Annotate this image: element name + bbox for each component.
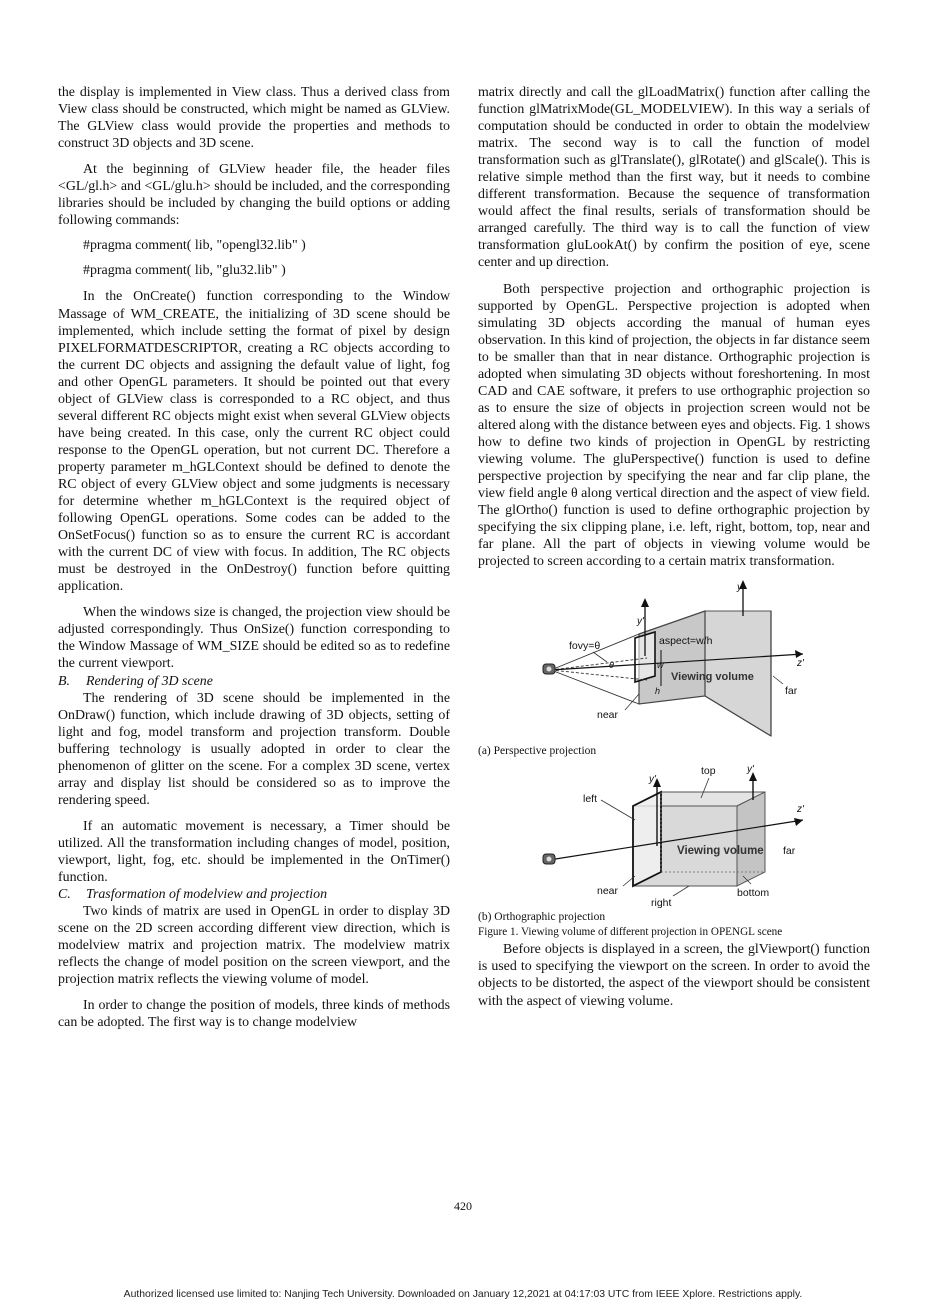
section-number: B. [58,673,70,689]
section-title: Rendering of 3D scene [86,673,213,689]
label-top: top [701,765,716,778]
label-left: left [583,793,598,806]
code-line: #pragma comment( lib, "glu32.lib" ) [83,263,286,279]
far-leader [773,676,783,684]
label-viewing-volume: Viewing volume [677,845,764,858]
label-near: near [597,709,619,722]
body-paragraph: Before objects is displayed in a screen, the glViewport() function is used to specifying the viewport on the screen. In order to avoid the objects to be distorted, the aspect of the viewport should be consistent with the aspect of viewing volume. [478,942,870,1009]
label-far: far [785,685,798,698]
label-near: near [597,885,619,898]
label-right: right [651,897,672,910]
code-line: #pragma comment( lib, "opengl32.lib" ) [83,238,306,254]
label-aspect: aspect=w/h [659,635,713,648]
label-viewing-volume: Viewing volume [671,671,754,684]
section-heading [58,673,450,690]
body-paragraph: In the OnCreate() function corresponding to the Window Massage of WM_CREATE, the initializing of 3D scene should be implemented, which include setting the format of pixel by design PIXELFORMATDESCRIPTOR, creating a RC objects according to the current DC objects and assigning the default value of light, fog and other OpenGL parameters. It should be pointed out that every object of GLView class is corresponded to a RC object, and thus several different RC objects might exist when several GLView objects have being created. In this case, only the current RC object could response to the OpenGL operation, but not current DC. Therefore a property parameter m_hGLContext should be defined to denote the RC object of every GLView object and some judgments is necessary for determine whether m_hGLContext is the required object of following OpenGL operations. Some codes can be added to the OnSetFocus() function so as to ensure the current RC is accordant with the current DC of view with focus. In addition, The RC objects must be destroyed in the OnDestroy() function before quitting application. [58,289,450,595]
label-far: far [783,845,796,858]
label-fovy: fovy=θ [569,640,601,653]
label-bottom: bottom [737,887,770,900]
fovy-leader [593,652,607,662]
orthographic-diagram [539,764,809,910]
eye-lens-icon [547,857,552,862]
label-z: z' [797,804,804,816]
z-axis-arrowhead [794,818,803,826]
right-column [478,84,870,1010]
section-title: Trasformation of modelview and projection [86,887,328,903]
label-y-far: y' [737,582,744,594]
body-paragraph: matrix directly and call the glLoadMatrix() function after calling the function glMatrixMode(GL_MODELVIEW). In this way a serials of computation should be conducted in order to obtain the modelview matrix. The second way is to call the function of model transformation such as glTranslate(), glRotate() and glScale(). This is relative simple method than the first way, but it needs to combine different transformation. Because the sequence of transformation would affect the final results, serials of transformation should be arranged carefully. The third way is to call the function of view transformation gluLookAt() by confirm the position of eye, scene center and up direction. [478,85,870,271]
body-paragraph: If an automatic movement is necessary, a Timer should be utilized. All the transformation including changes of model, position, viewport, light, fog, etc. should be implemented in the OnTimer() function. [58,818,450,886]
label-w: w [657,660,664,671]
view-ray [551,670,639,704]
label-h: h [655,686,661,697]
right-leader [673,886,689,896]
body-paragraph: the display is implemented in View class. Thus a derived class from View class should be constructed, which might be named as GLView. The GLView class would provide the properties and methods to construct 3D objects and 3D scene. [58,85,450,152]
z-axis-arrowhead [795,650,803,658]
label-y: y' [649,774,656,786]
perspective-diagram [539,576,809,744]
near-leader [625,694,639,710]
label-y: y' [637,616,644,628]
license-footer: Authorized licensed use limited to: Nanjing Tech University. Downloaded on January 12,2021 at 04:17:03 UTC from IEEE Xplore. Restrictions apply. [123,1289,803,1300]
left-column [58,84,450,1031]
figure-title: Figure 1. Viewing volume of different projection in OPENGL scene [478,926,783,939]
label-y-far: y' [747,764,754,776]
section-number: C. [58,887,71,903]
section-heading [58,886,450,903]
label-theta: θ [609,660,614,671]
left-leader [601,800,635,820]
body-paragraph: Two kinds of matrix are used in OpenGL in order to display 3D scene on the 2D screen according different view direction, which is modelview matrix and projection matrix. The modelview matrix reflects the change of model position on the screen viewport, and the projection matrix reflects the viewing volume of model. [58,904,450,988]
figure-1 [478,576,870,941]
view-ray [551,670,647,680]
body-paragraph: When the windows size is changed, the projection view should be adjusted correspondingly. Thus OnSize() function corresponding to the Window Massage of WM_SIZE should be edited so as to redefine the current viewport. [58,605,450,672]
body-paragraph: The rendering of 3D scene should be implemented in the OnDraw() function, which include drawing of 3D objects, setting of light and fog, model transform and projection transform. Double buffering technology is usually adopted in order to clear the phenomenon of glitter on the scene. For a complex 3D scene, vertex array and display list should be considered so as to improve the rendering speed. [58,690,450,808]
eye-lens-icon [547,667,552,672]
page-number: 420 [454,1199,472,1213]
y-axis-arrowhead [641,598,649,607]
label-z: z' [797,658,804,670]
body-paragraph: At the beginning of GLView header file, the header files <GL/gl.h> and <GL/glu.h> should be included, and the corresponding libraries should be included by changing the build options or adding following commands: [58,162,450,229]
body-paragraph: Both perspective projection and orthographic projection is supported by OpenGL. Perspective projection is adopted when simulating 3D objects according the manual of human eyes observation. In this kind of projection, the objects in far distance seem to be smaller than that in near distance. Orthographic projection is adopted when simulating 3D objects without foreshortening. In most CAD and CAE software, it prefers to use orthographic projection so as to ensure the size of objects in projection screen would not be altered along with the distance between eyes and objects. Fig. 1 shows how to define two kinds of projection in OpenGL by restricting viewing volume. The gluPerspective() function is used to define perspective projection by specifying the near and far clip plane, the view field angle θ along vertical direction and the aspect of view field. The glOrtho() function is used to define orthographic projection by specifying the six clipping plane, i.e. left, right, bottom, top, near and far plane. All the part of objects in viewing volume would be projected to screen according to a certain matrix transformation. [478,281,870,570]
figure-caption-a: (a) Perspective projection [478,745,597,758]
body-paragraph: In order to change the position of models, three kinds of methods can be adopted. The first way is to change modelview [58,998,450,1031]
figure-caption-b: (b) Orthographic projection [478,911,606,924]
